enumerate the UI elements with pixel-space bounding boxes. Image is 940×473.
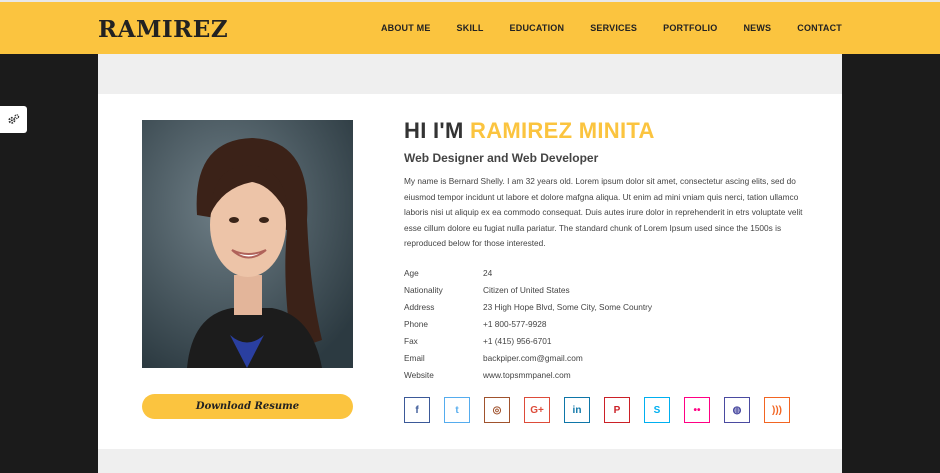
info-row-website xyxy=(404,366,652,383)
info-row-age xyxy=(404,264,652,281)
dribbble-link[interactable] xyxy=(724,397,750,423)
skype-link[interactable] xyxy=(644,397,670,423)
twitter-link[interactable] xyxy=(444,397,470,423)
info-value: Citizen of United States xyxy=(483,284,570,295)
profile-bio: My name is Bernard Shelly. I am 32 years old. Lorem ipsum dolor sit amet, consectetur ascing elits, sed do eiusmod tempor incidunt ut labore et dolore mafgna aliqua. Ut enim ad mini vniam quis nerci, tation ullamco laboris nisi ut aliquip ex ea commodo consequat. Duis autes irure dolor in reprehenderit in etrs voluptate velit esse cillum dolore eu fugiat nulla pariatur. The standard chunk of Lorem Ipsum used since the 1500s is reproduced below for those interested. xyxy=(404,176,803,248)
download-resume-button[interactable]: Download Resume xyxy=(142,394,353,419)
site-header xyxy=(0,0,940,54)
facebook-link[interactable] xyxy=(404,397,430,423)
instagram-link[interactable] xyxy=(484,397,510,423)
gears-icon xyxy=(7,113,20,126)
info-list xyxy=(404,264,652,383)
info-value: 24 xyxy=(483,267,493,278)
instagram-icon: ◎ xyxy=(492,404,502,416)
settings-toggle-button[interactable] xyxy=(0,106,27,133)
nav-portfolio[interactable]: PORTFOLIO xyxy=(663,23,718,33)
info-label: Phone xyxy=(404,318,428,329)
section-bottom-band xyxy=(98,449,842,473)
pinterest-link[interactable] xyxy=(604,397,630,423)
pinterest-icon: P xyxy=(613,404,621,416)
google-plus-link[interactable] xyxy=(524,397,550,423)
nav-contact[interactable]: CONTACT xyxy=(797,23,842,33)
profile-subtitle: Web Designer and Web Developer xyxy=(404,151,599,165)
twitter-icon: t xyxy=(455,404,459,416)
info-value: +1 (415) 956-6701 xyxy=(483,335,552,346)
dribbble-icon: ◍ xyxy=(732,404,742,416)
info-row-nationality xyxy=(404,281,652,298)
info-row-address xyxy=(404,298,652,315)
info-label: Website xyxy=(404,369,434,380)
info-row-fax xyxy=(404,332,652,349)
social-links xyxy=(404,397,790,423)
info-value: +1 800-577-9928 xyxy=(483,318,547,329)
site-logo[interactable]: RAMIREZ xyxy=(98,16,229,43)
google-plus-icon: G+ xyxy=(530,404,544,416)
profile-photo xyxy=(142,120,353,368)
nav-about-me[interactable]: ABOUT ME xyxy=(380,23,431,33)
flickr-link[interactable] xyxy=(684,397,710,423)
linkedin-link[interactable] xyxy=(564,397,590,423)
info-label: Address xyxy=(404,301,435,312)
background-right xyxy=(842,54,940,473)
nav-education[interactable]: EDUCATION xyxy=(509,23,565,33)
main-nav xyxy=(381,23,842,33)
flickr-icon: •• xyxy=(693,404,701,416)
info-label: Nationality xyxy=(404,284,443,295)
info-value[interactable]: backpiper.com@gmail.com xyxy=(483,352,583,363)
nav-services[interactable]: SERVICES xyxy=(590,23,638,33)
profile-name: RAMIREZ MINITA xyxy=(470,118,655,143)
section-top-band xyxy=(98,54,842,94)
info-value: 23 High Hope Blvd, Some City, Some Country xyxy=(483,301,653,312)
nav-skill[interactable]: SKILL xyxy=(456,23,484,33)
greeting-prefix: HI I'M xyxy=(404,118,470,143)
about-card xyxy=(98,94,842,449)
info-label: Email xyxy=(404,352,425,363)
linkedin-icon: in xyxy=(572,404,582,416)
info-value[interactable]: www.topsmmpanel.com xyxy=(483,369,571,380)
nav-news[interactable]: NEWS xyxy=(743,23,772,33)
facebook-icon: f xyxy=(415,404,419,416)
skype-icon: S xyxy=(653,404,661,416)
info-row-phone xyxy=(404,315,652,332)
info-row-email xyxy=(404,349,652,366)
rss-link[interactable] xyxy=(764,397,790,423)
info-label: Age xyxy=(404,267,419,278)
info-label: Fax xyxy=(404,335,418,346)
rss-icon: ))) xyxy=(772,404,782,416)
profile-heading xyxy=(404,118,655,144)
